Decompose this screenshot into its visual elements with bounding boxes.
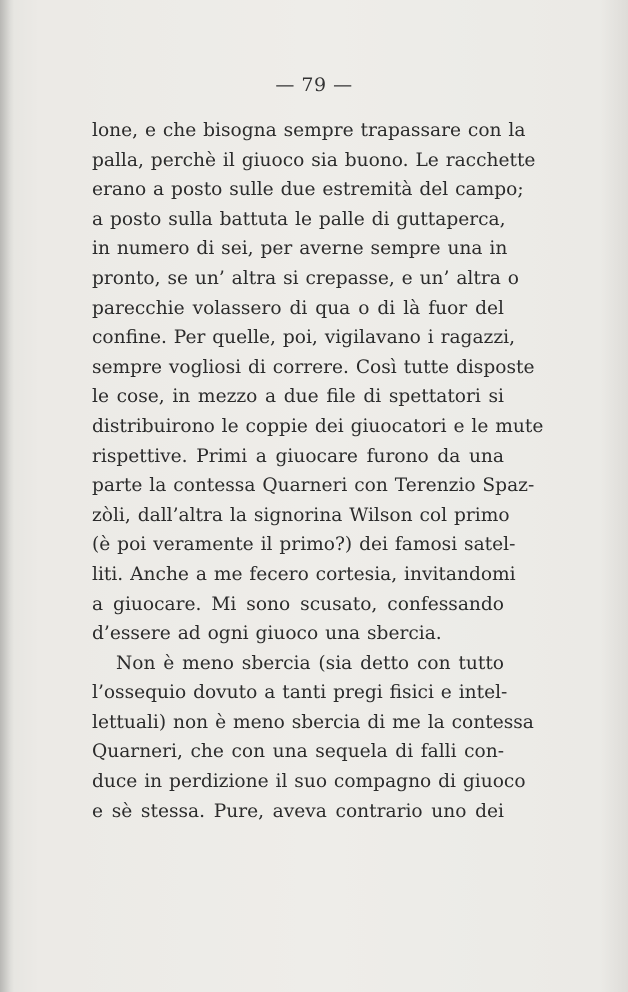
- text-line: l’ossequio dovuto a tanti pregi fisici e intel-: [92, 682, 508, 704]
- text-line: Quarneri, che con una sequela di falli con-: [92, 741, 504, 763]
- body-text: [92, 116, 544, 826]
- text-line: sempre vogliosi di correre. Così tutte disposte: [92, 356, 535, 378]
- text-line: parte la contessa Quarneri con Terenzio Spaz-: [92, 475, 535, 497]
- text-line: palla, perchè il giuoco sia buono. Le racchette: [92, 149, 536, 171]
- text-line: le cose, in mezzo a due file di spettatori si: [92, 386, 504, 408]
- text-line: liti. Anche a me fecero cortesia, invitandomi: [92, 563, 516, 585]
- text-line: confine. Per quelle, poi, vigilavano i ragazzi,: [92, 327, 515, 349]
- text-line: rispettive. Primi a giuocare furono da una: [92, 445, 504, 467]
- text-line: (è poi veramente il primo?) dei famosi satel-: [92, 534, 516, 556]
- text-line: duce in perdizione il suo compagno di giuoco: [92, 771, 526, 793]
- text-line: pronto, se un’ altra si crepasse, e un’ altra o: [92, 267, 519, 289]
- text-line: lettuali) non è meno sbercia di me la contessa: [92, 711, 534, 733]
- text-line: a posto sulla battuta le palle di guttaperca,: [92, 208, 506, 230]
- text-line: lone, e che bisogna sempre trapassare con la: [92, 120, 526, 141]
- text-line: in numero di sei, per averne sempre una in: [92, 238, 508, 260]
- text-line-paragraph-start: Non è meno sbercia (sia detto con tutto: [116, 652, 504, 674]
- binding-shadow: [0, 0, 14, 992]
- text-line: distribuirono le coppie dei giuocatori e le mute: [92, 415, 544, 437]
- text-line: erano a posto sulle due estremità del campo;: [92, 179, 524, 201]
- text-line: a giuocare. Mi sono scusato, confessando: [92, 593, 504, 615]
- text-line: e sè stessa. Pure, aveva contrario uno dei: [92, 800, 504, 822]
- text-line-paragraph-end: d’essere ad ogni giuoco una sbercia.: [92, 623, 442, 645]
- text-line: zòli, dall’altra la signorina Wilson col primo: [92, 504, 510, 526]
- page-number: — 79 —: [275, 74, 353, 96]
- text-line: parecchie volassero di qua o di là fuor del: [92, 297, 504, 319]
